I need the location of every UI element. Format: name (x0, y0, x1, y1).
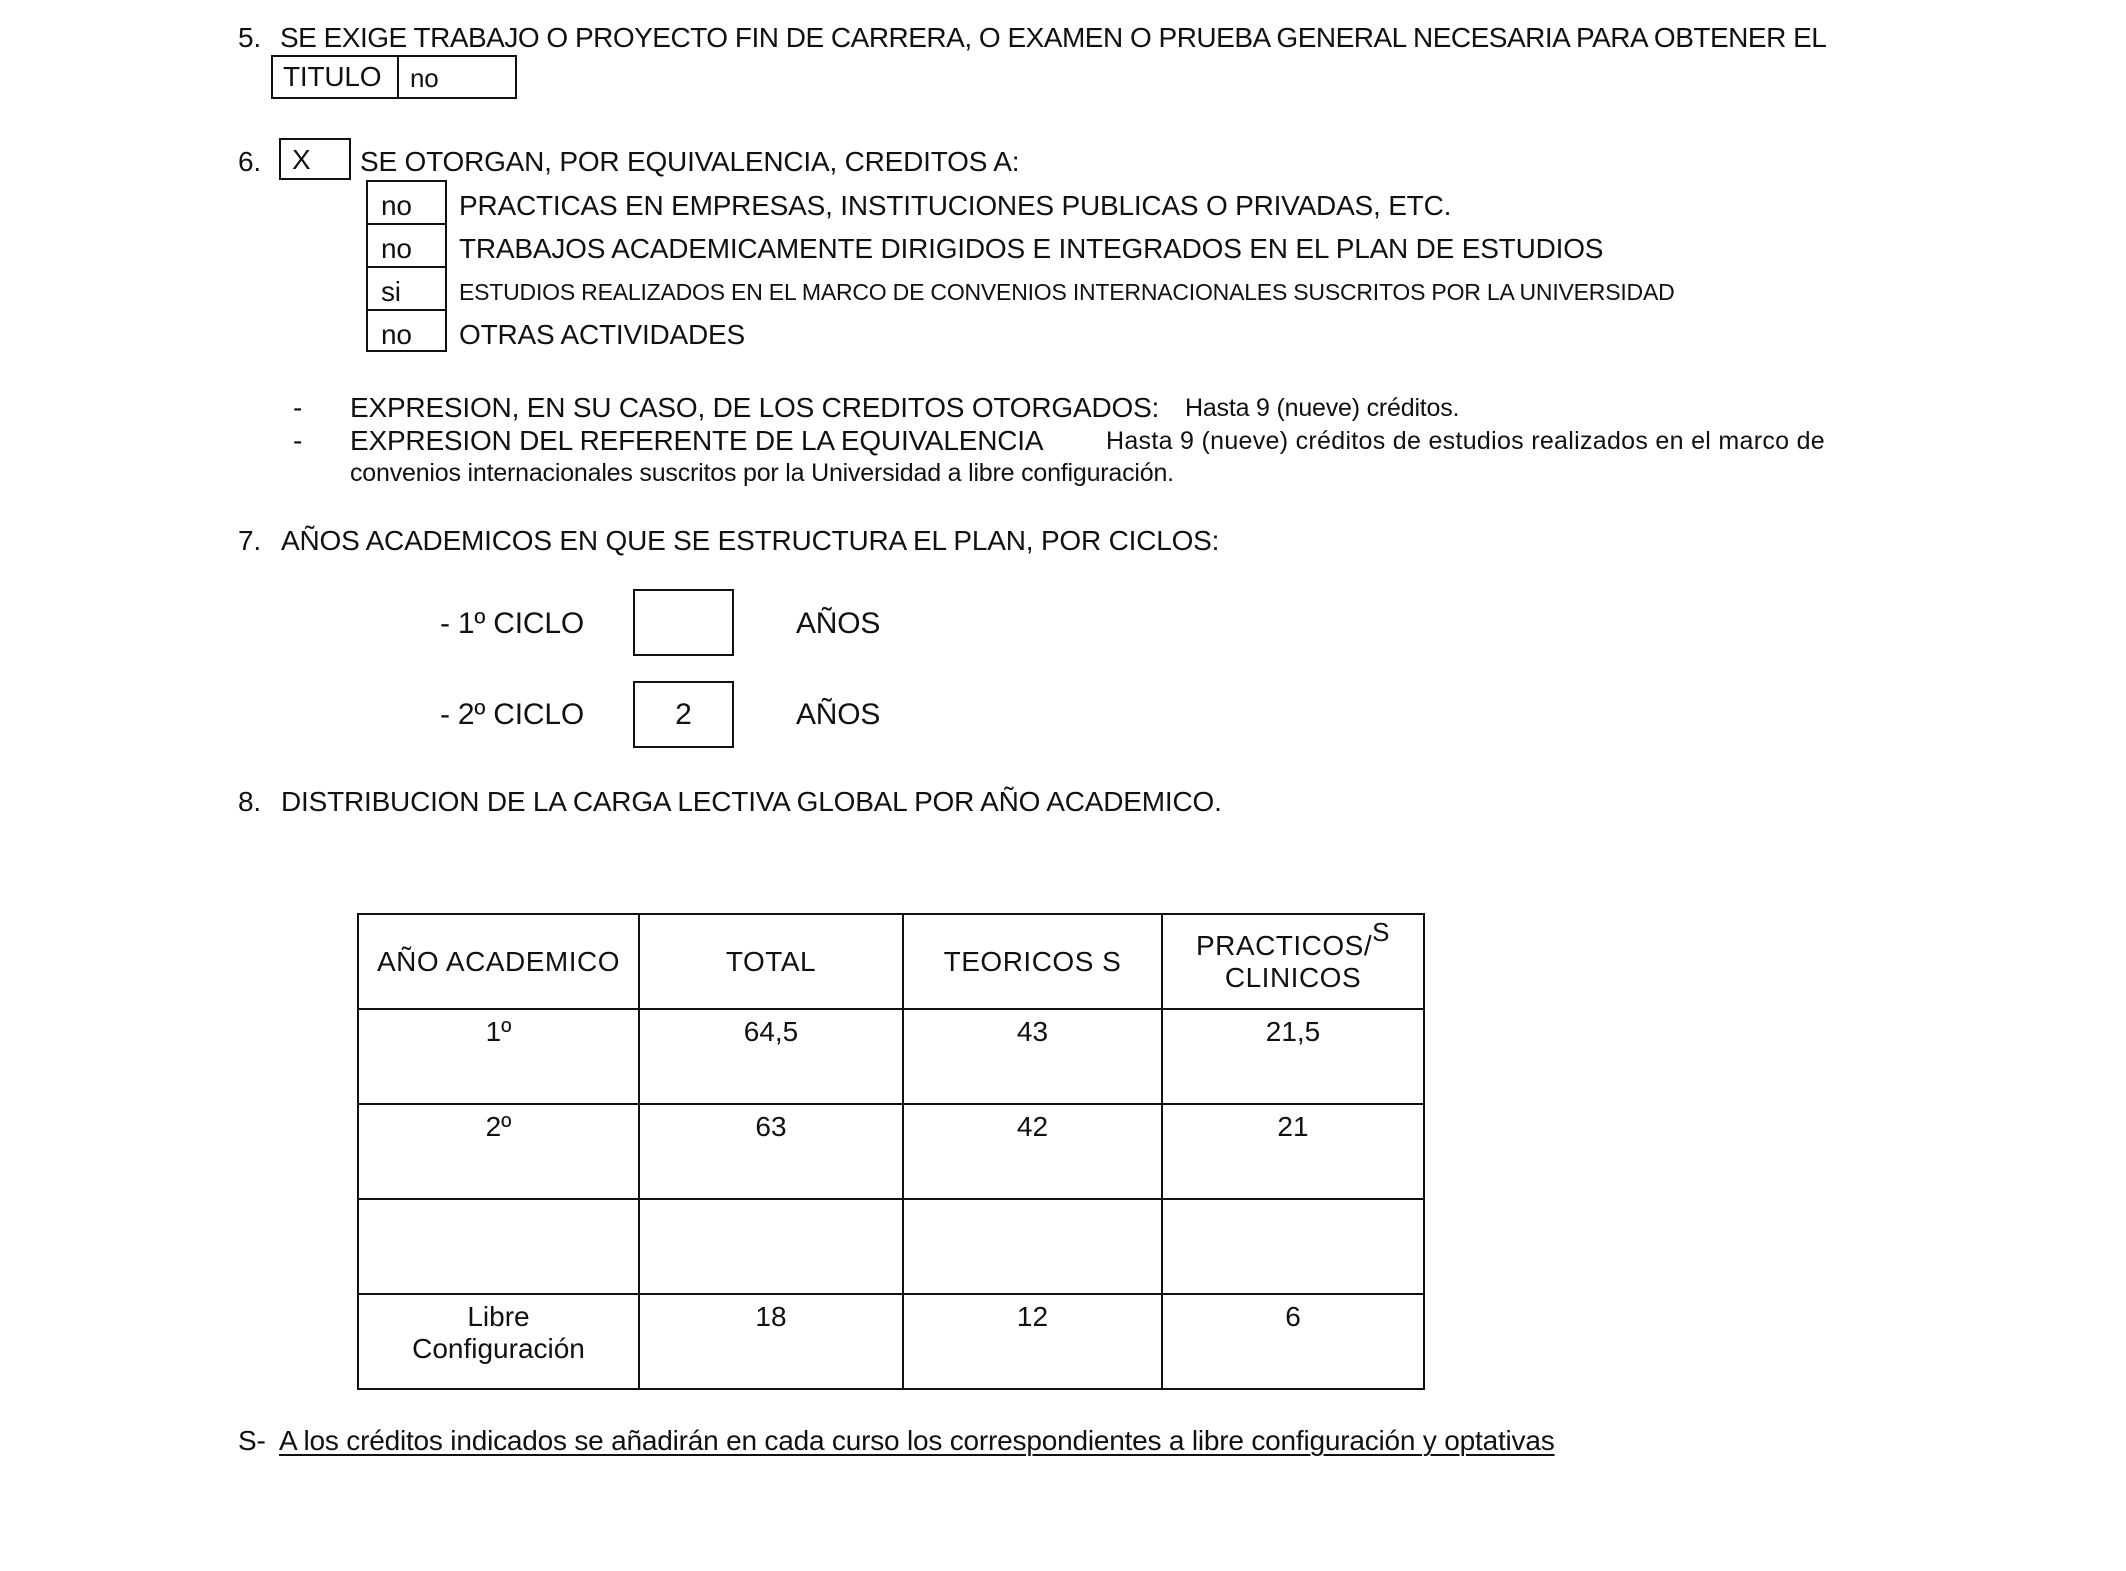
bullet1-label: EXPRESION, EN SU CASO, DE LOS CREDITOS OTORGADOS: (350, 392, 1160, 423)
equivalence-label: OTRAS ACTIVIDADES (459, 319, 745, 350)
table-cell: 6 (1162, 1294, 1424, 1389)
section5-text: SE EXIGE TRABAJO O PROYECTO FIN DE CARRERA, O EXAMEN O PRUEBA GENERAL NECESARIA PARA OBTENER EL (280, 22, 1827, 53)
libre-label: Libre (467, 1301, 530, 1332)
footnote-prefix: S- (238, 1425, 266, 1456)
section7-number: 7. (238, 525, 261, 556)
table-row (358, 1009, 1424, 1104)
section7-title: AÑOS ACADEMICOS EN QUE SE ESTRUCTURA EL PLAN, POR CICLOS: (281, 525, 1220, 556)
titulo-value: no (410, 63, 439, 93)
footnote-text (279, 1425, 1555, 1457)
bullet2-label: EXPRESION DEL REFERENTE DE LA EQUIVALENCIA (350, 425, 1044, 456)
cycle-unit: AÑOS (796, 698, 881, 731)
table-cell: 18 (639, 1294, 903, 1389)
section6-checkbox (279, 138, 351, 180)
table-header-row (358, 914, 1424, 1009)
table-cell: 1º (358, 1009, 639, 1104)
section6-checkbox-mark: X (292, 144, 311, 175)
header-superscript: S (1372, 916, 1390, 947)
table-cell (903, 1199, 1162, 1294)
section8-title: DISTRIBUCION DE LA CARGA LECTIVA GLOBAL POR AÑO ACADEMICO. (281, 786, 1222, 817)
table-cell: 63 (639, 1104, 903, 1199)
table-cell: 21 (1162, 1104, 1424, 1199)
equivalence-value: si (381, 276, 401, 307)
table-row (358, 1104, 1424, 1199)
table-cell: 21,5 (1162, 1009, 1424, 1104)
table-row (358, 1199, 1424, 1294)
header-cell (1162, 914, 1424, 1009)
table-cell: 2º (358, 1104, 639, 1199)
table-cell: 64,5 (639, 1009, 903, 1104)
header-clinicos: CLINICOS (1224, 961, 1362, 993)
cycle1-box (633, 589, 734, 656)
cycle-label: - 1º CICLO (440, 607, 584, 640)
table-cell: 42 (903, 1104, 1162, 1199)
section6-number: 6. (238, 146, 261, 177)
table-cell: 43 (903, 1009, 1162, 1104)
equivalence-divider (366, 266, 447, 268)
cycle-unit: AÑOS (796, 607, 881, 640)
table-cell (358, 1294, 639, 1389)
section6-title: SE OTORGAN, POR EQUIVALENCIA, CREDITOS A: (360, 146, 1020, 177)
titulo-box-divider (397, 55, 399, 99)
header-practicos: PRACTICOS/ (1196, 929, 1373, 961)
table-cell: 12 (903, 1294, 1162, 1389)
bullet2-value: Hasta 9 (nueve) créditos de estudios realizados en el marco de (1106, 427, 1825, 455)
bullet-dash: - (293, 425, 303, 456)
equivalence-label: PRACTICAS EN EMPRESAS, INSTITUCIONES PUBLICAS O PRIVADAS, ETC. (459, 190, 1452, 221)
bullet1-value: Hasta 9 (nueve) créditos. (1185, 394, 1460, 422)
header-cell: AÑO ACADEMICO (358, 914, 639, 1009)
titulo-label: TITULO (283, 61, 382, 92)
equivalence-label: TRABAJOS ACADEMICAMENTE DIRIGIDOS E INTEGRADOS EN EL PLAN DE ESTUDIOS (459, 233, 1604, 264)
footnote-underlined: A los créditos indicados se añadirán en cada curso los correspondientes a libre configuración y optativas (279, 1425, 1555, 1456)
header-cell: TEORICOS S (903, 914, 1162, 1009)
equivalence-label: ESTUDIOS REALIZADOS EN EL MARCO DE CONVENIOS INTERNACIONALES SUSCRITOS POR LA UNIVERSIDAD (459, 279, 1675, 305)
equivalence-value: no (381, 233, 412, 264)
table-cell (639, 1199, 903, 1294)
cycle-label: - 2º CICLO (440, 698, 584, 731)
configuracion-label: Configuración (412, 1333, 585, 1364)
equivalence-divider (366, 309, 447, 311)
bullet2-continuation: convenios internacionales suscritos por la Universidad a libre configuración. (350, 459, 1174, 487)
section5-number: 5. (238, 22, 261, 53)
equivalence-value: no (381, 319, 412, 350)
equivalence-value: no (381, 190, 412, 221)
equivalence-divider (366, 223, 447, 225)
bullet-dash: - (293, 392, 303, 423)
header-cell: TOTAL (639, 914, 903, 1009)
table-cell (1162, 1199, 1424, 1294)
section8-number: 8. (238, 786, 261, 817)
credit-distribution-table (357, 913, 1425, 1390)
table-cell (358, 1199, 639, 1294)
cycle-value: 2 (675, 698, 692, 731)
table-row (358, 1294, 1424, 1389)
